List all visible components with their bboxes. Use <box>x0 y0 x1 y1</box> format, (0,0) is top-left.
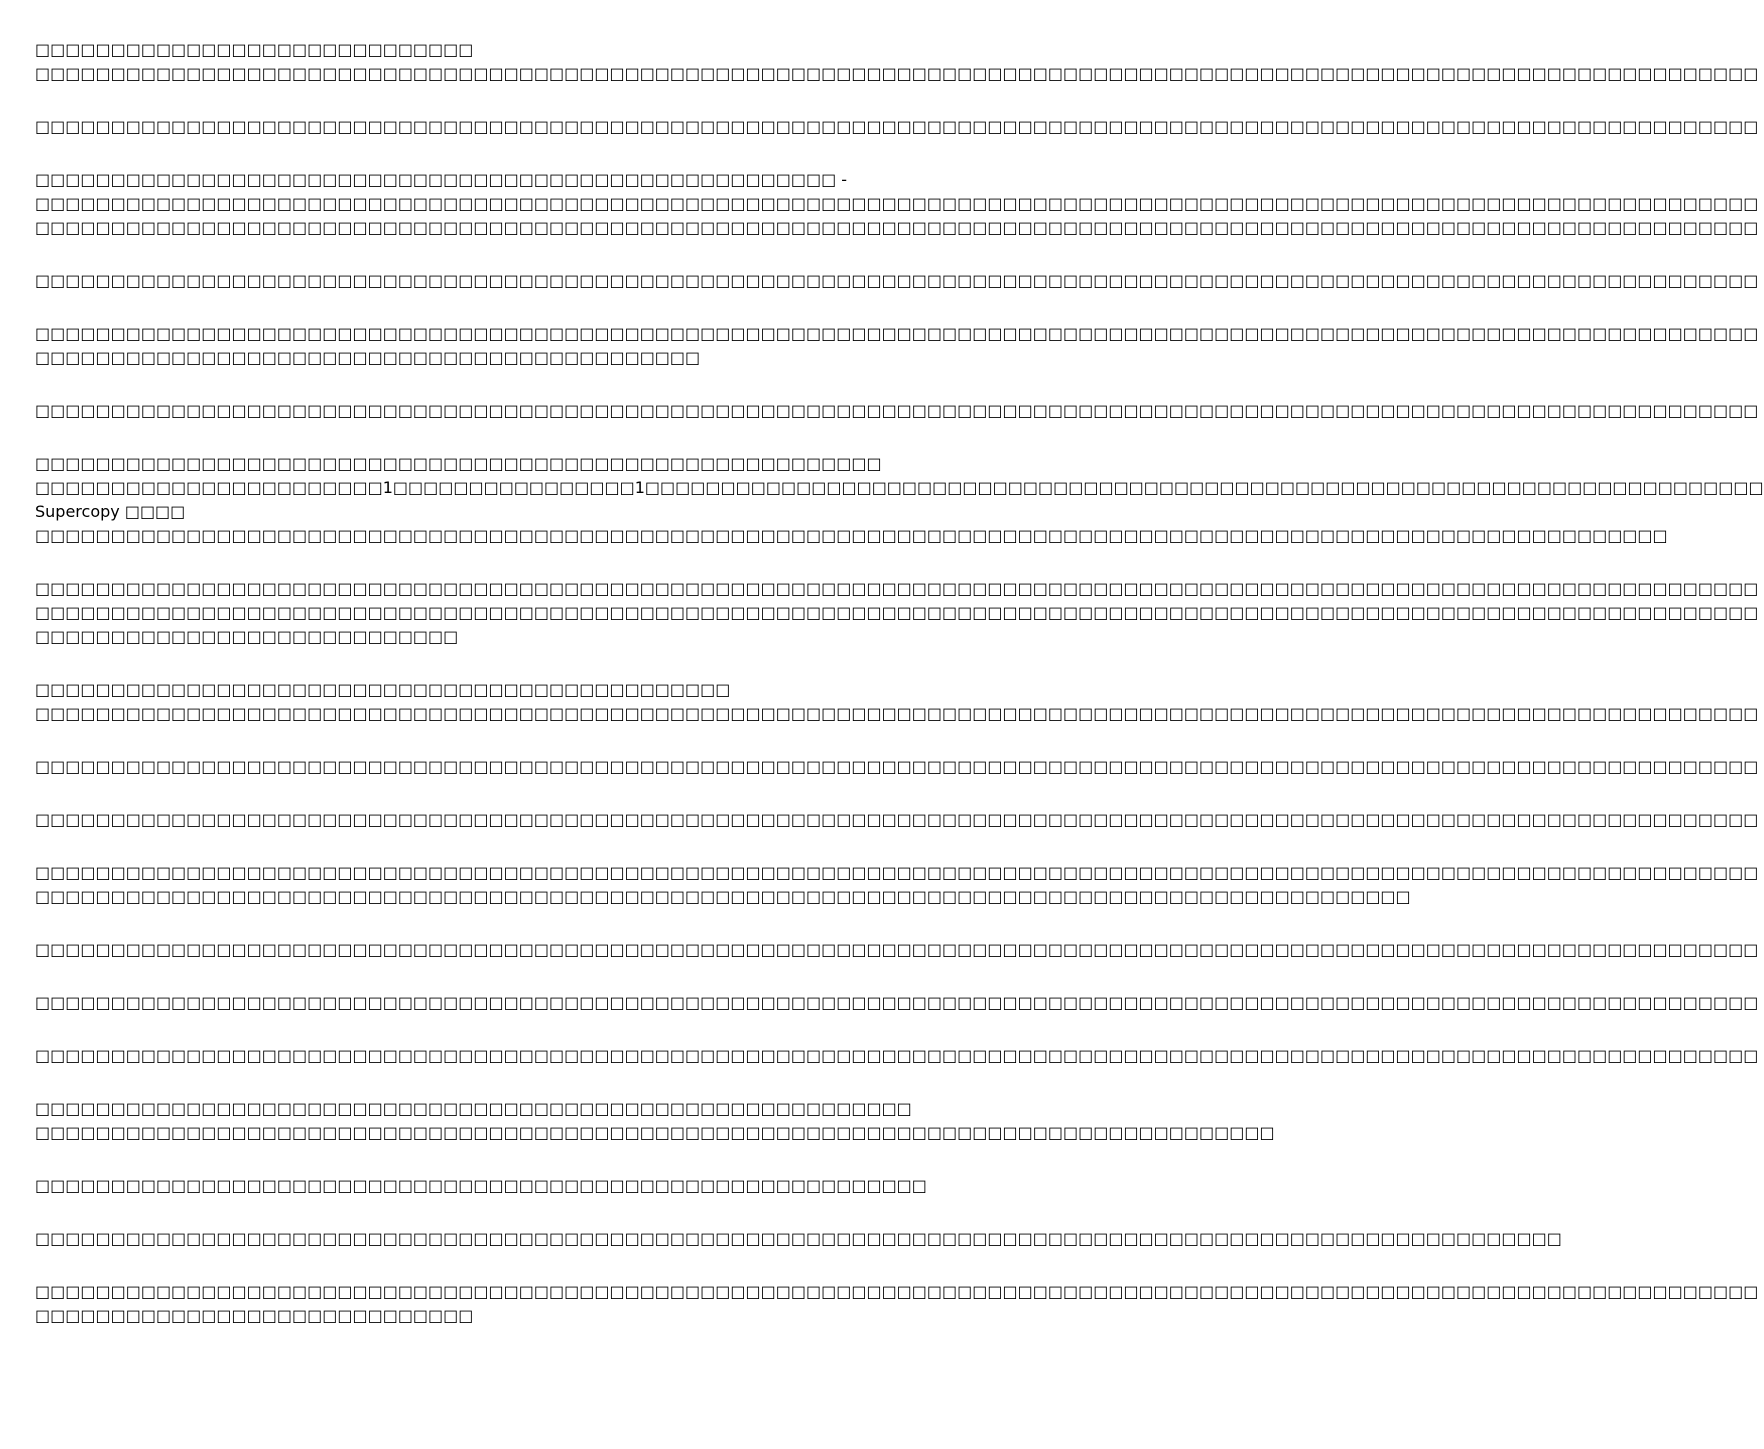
text-line: □□□□□□□□□□□□□□□□□□□□□□□□□□□□□□□□□□□□□□□□□□□□□□□□□□□□□□□□□□□□□□□□□□□□□□□□□□□□□□□□□□□□□□□□□□□□□□□□□□□□□□□□□□□□□□□□□□ <box>35 810 1759 829</box>
paragraph <box>35 269 1759 293</box>
paragraph <box>35 168 1759 240</box>
paragraph <box>35 115 1759 139</box>
text-line: □□□□□□□□□□□□□□□□□□□□□□□□□□□□□□□□□□□□□□□□□□□□□□□□□□□□□ - <box>35 170 848 189</box>
paragraph <box>35 38 1759 86</box>
text-line: □□□□□□□□□□□□□□□□□□□□□□□□□□□□□□□□□□□□□□□□□□□□□□□□□□□□□□□□ <box>35 454 882 473</box>
text-line: □□□□□□□□□□□□□□□□□□□□□□□□□□□□ <box>35 627 459 646</box>
text-line: □□□□□□□□□□□□□□□□□□□□□□□□□□□□□□□□□□□□□□□□□□□□□□□□□□□□□□□□□□□ <box>35 1176 927 1195</box>
paragraph <box>35 1227 1562 1251</box>
text-line: Supercopy □□□□ <box>35 502 186 521</box>
paragraph <box>35 938 1759 962</box>
document-body <box>35 38 1764 1357</box>
text-line: □□□□□□□□□□□□□□□□□□□□□□□□□□□□□□□□□□□□□□□□□□□□ <box>35 348 701 367</box>
text-line: □□□□□□□□□□□□□□□□□□□□□□□□□□□□□□□□□□□□□□□□□□□□□□□□□□□□□□□□□□□□□□□□□□□□□□□□□□□□□□□□□□□□□□□□□□□□□□□□□□□□□□□□□□□□□□□□□□ <box>35 704 1759 723</box>
text-line: □□□□□□□□□□□□□□□□□□□□□□□□□□□□□□□□□□□□□□□□□□□□□□□□□□□□□□□□□□□□□□□□□□□□□□□□□□□□□□□□□□□□□□□□□□□□□□□□□□□□□□□□□□□□□□□□□□ <box>35 603 1759 622</box>
text-line: □□□□□□□□□□□□□□□□□□□□□□□□□□□□□□□□□□□□□□□□□□□□□□□□□□□□□□□□□□□□□□□□□□□□□□□□□□□□□□□□□□□□□□□□□□□□□□□□□□□□□□□□□□□□ <box>35 526 1668 545</box>
text-line: □□□□□□□□□□□□□□□□□□□□□□□□□□□□□□□□□□□□□□□□□□□□□□□□□□□□□□□□□□□□□□□□□□□□□□□□□□□□□□□□□□□□□□□□□□□□□□□□□□□□□□□□□□□□□□□□□□ <box>35 324 1759 343</box>
text-line: □□□□□□□□□□□□□□□□□□□□□□□□□□□□□□□□□□□□□□□□□□□□□□□□□□□□□□□□□□□□□□□□□□□□□□□□□□□□□□□□□□□□□□□□□□□□□□□□□□□□□□□□□□□□□□□□□□ <box>35 401 1759 420</box>
text-line: □□□□□□□□□□□□□□□□□□□□□□□□□□□□□□□□□□□□□□□□□□□□□□□□□□□□□□□□□□□□□□□□□□□□□□□□□□□□□□□□□□□□□□□□□□□□□□□□□□□□□□□□□□□□□□□□□□ <box>35 579 1759 598</box>
text-line: □□□□□□□□□□□□□□□□□□□□□□□□□□□□□□□□□□□□□□□□□□□□□□□□□□□□□□□□□□□□□□□□□□□□□□□□□□□□□□□□□□□□□□□□□□□ <box>35 887 1411 906</box>
paragraph <box>35 1097 1275 1145</box>
text-line: □□□□□□□□□□□□□□□□□□□□□□□□□□□□□□□□□□□□□□□□□□□□□□□□□□□□□□□□□□□□□□□□□□□□□□□□□□□□□□□□□□□□□□□□□□□□□□□□□□□□□□□□□□□□□□□□□□ <box>35 1282 1759 1301</box>
text-line: □□□□□□□□□□□□□□□□□□□□□□□□□□□□□ <box>35 1306 474 1325</box>
paragraph <box>35 755 1759 779</box>
text-line: □□□□□□□□□□□□□□□□□□□□□□□□□□□□□□□□□□□□□□□□□□□□□□□□□□□□□□□□□□□□□□□□□□□□□□□□□□□□□□□□□□□□□□□□□□□□□□□□□□□□□□□□□□□□□□□□□□ <box>35 194 1759 213</box>
text-line: □□□□□□□□□□□□□□□□□□□□□□□□□□□□□□□□□□□□□□□□□□□□□□□□□□□□□□□□□□□□□□□□□□□□□□□□□□□□□□□□□□□□□□□□□□□□□□□□□□□□□□□□□□□□□□□□□□ <box>35 940 1759 959</box>
paragraph <box>35 1174 991 1198</box>
text-line: □□□□□□□□□□□□□□□□□□□□□□□□□□□□□□□□□□□□□□□□□□□□□□□□□□□□□□□□□□□□□□□□□□□□□□□□□□□□□□□□□□□□□□□□□□□□□□□□□□□□□□□□□□□□□□□□□□ <box>35 218 1759 237</box>
paragraph <box>35 322 1759 370</box>
text-line: □□□□□□□□□□□□□□□□□□□□□□□□□□□□□□□□□□□□□□□□□□□□□□□□□□□□□□□□□□□□□□□□□□□□□□□□□□□□□□□□□□□□□□□□□□□□□□□□□□□□□□□□□□□□□□□□□□ <box>35 1046 1759 1065</box>
text-line: □□□□□□□□□□□□□□□□□□□□□□□□□□□□□□□□□□□□□□□□□□□□□□ <box>35 680 731 699</box>
paragraph <box>35 808 1759 832</box>
text-line: □□□□□□□□□□□□□□□□□□□□□□□□□□□□□□□□□□□□□□□□□□□□□□□□□□□□□□□□□□□□□□□□□□□□□□□□□□□□□□□□□□□□□□□□□□□□□□□□□□□□□□□□□□□□□□□□□□ <box>35 271 1759 290</box>
text-line: □□□□□□□□□□□□□□□□□□□□□□□□□□□□□□□□□□□□□□□□□□□□□□□□□□□□□□□□□□□□□□□□□□□□□□□□□□□□□□□□□□□□□□□□□□□□□□□□□□□□□ <box>35 1229 1562 1248</box>
paragraph <box>35 861 1759 909</box>
paragraph <box>35 577 1759 649</box>
text-line: □□□□□□□□□□□□□□□□□□□□□□□□□□□□□□□□□□□□□□□□□□□□□□□□□□□□□□□□□□□□□□□□□□□□□□□□□□□□□□□□□□□□□□□□□□□□□□□□□□□□□□□□□□□□□□□□□□ <box>35 117 1759 136</box>
text-line: □□□□□□□□□□□□□□□□□□□□□□□□□□□□□ <box>35 40 474 59</box>
paragraph <box>35 678 1759 726</box>
paragraph <box>35 1280 1759 1328</box>
paragraph <box>35 991 1759 1015</box>
text-line: □□□□□□□□□□□□□□□□□□□□□□□□□□□□□□□□□□□□□□□□□□□□□□□□□□□□□□□□□□ <box>35 1099 912 1118</box>
paragraph <box>35 399 1759 423</box>
text-line: □□□□□□□□□□□□□□□□□□□□□□□□□□□□□□□□□□□□□□□□□□□□□□□□□□□□□□□□□□□□□□□□□□□□□□□□□□□□□□□□□□□□□□□□□□□□□□□□□□□□□□□□□□□□□□□□□□ <box>35 64 1759 83</box>
text-line: □□□□□□□□□□□□□□□□□□□□□□□1□□□□□□□□□□□□□□□□1□□□□□□□□□□□□□□□□□□□□□□□□□□□□□□□□□□□□□□□□□□□□□□□□□□□□□□□□□□□□□□□□□□□□□□□□□□ <box>35 478 1764 497</box>
paragraph <box>35 1044 1759 1068</box>
paragraph <box>35 452 1764 548</box>
text-line: □□□□□□□□□□□□□□□□□□□□□□□□□□□□□□□□□□□□□□□□□□□□□□□□□□□□□□□□□□□□□□□□□□□□□□□□□□□□□□□□□□ <box>35 1123 1275 1142</box>
text-line: □□□□□□□□□□□□□□□□□□□□□□□□□□□□□□□□□□□□□□□□□□□□□□□□□□□□□□□□□□□□□□□□□□□□□□□□□□□□□□□□□□□□□□□□□□□□□□□□□□□□□□□□□□□□□□□□□□ <box>35 993 1759 1012</box>
text-line: □□□□□□□□□□□□□□□□□□□□□□□□□□□□□□□□□□□□□□□□□□□□□□□□□□□□□□□□□□□□□□□□□□□□□□□□□□□□□□□□□□□□□□□□□□□□□□□□□□□□□□□□□□□□□□□□□□ <box>35 863 1759 882</box>
text-line: □□□□□□□□□□□□□□□□□□□□□□□□□□□□□□□□□□□□□□□□□□□□□□□□□□□□□□□□□□□□□□□□□□□□□□□□□□□□□□□□□□□□□□□□□□□□□□□□□□□□□□□□□□□□□□□□□□ <box>35 757 1759 776</box>
